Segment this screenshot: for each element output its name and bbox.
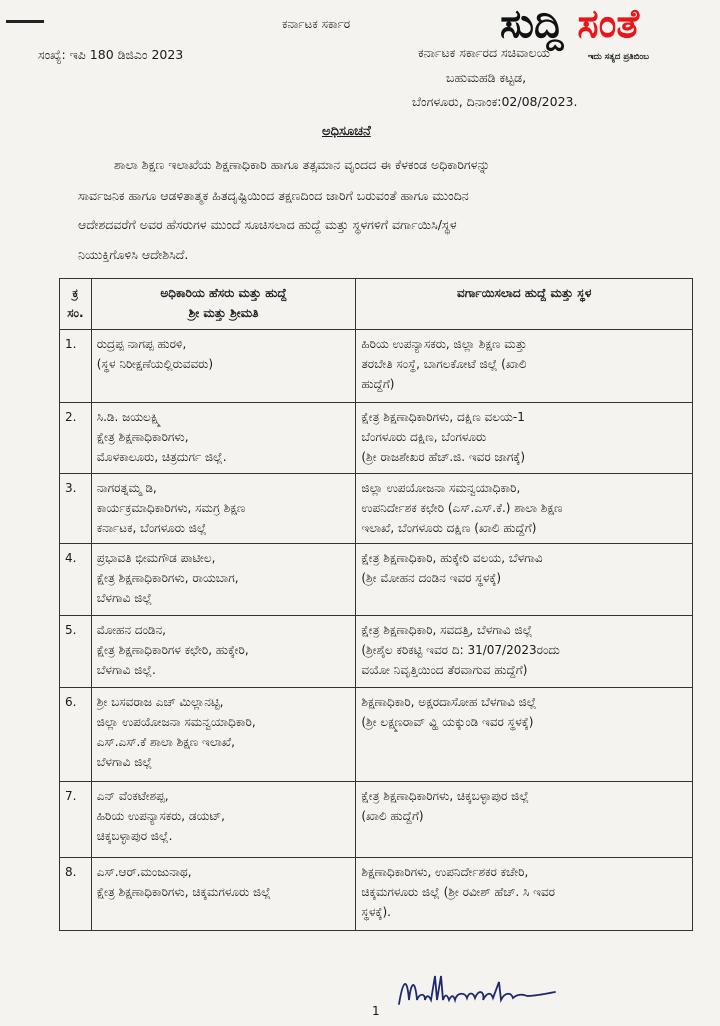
cell-line: ಶಿಕ್ಷಣಾಧಿಕಾರಿ, ಅಕ್ಷರದಾಸೋಹ ಬೆಳಗಾವಿ ಜಿಲ್ಲೆ (361, 695, 537, 709)
cell-line: ಎಸ್.ಎಸ್.ಕೆ ಶಾಲಾ ಶಿಕ್ಷಣ ಇಲಾಖೆ, (96, 735, 235, 749)
transfer-table (59, 278, 693, 931)
officer-cell (91, 330, 356, 403)
table-row (60, 782, 693, 858)
address-line-2: ಬಹುಮಹಡಿ ಕಟ್ಟಡ, (446, 70, 527, 85)
address-date-line: ಬೆಂಗಳೂರು, ದಿನಾಂಕ:02/08/2023. (412, 94, 578, 109)
posting-cell (356, 330, 693, 403)
cell-line: ಕ್ಷೇತ್ರ ಶಿಕ್ಷಣಾಧಿಕಾರಿಗಳು, ರಾಯಬಾಗ, (96, 571, 239, 585)
table-row (60, 858, 693, 931)
news-logo (494, 0, 716, 66)
serial-number-cell: 7. (60, 782, 92, 858)
logo-tagline: ಇದು ಸತ್ಯದ ಪ್ರತಿಬಿಂಬ (588, 52, 649, 62)
table-row (60, 688, 693, 782)
posting-cell (356, 474, 693, 544)
cell-line: ಮೋಹನ ದಂಡಿನ, (96, 623, 166, 637)
address-line-1: ಕರ್ನಾಟಕ ಸರ್ಕಾರದ ಸಚಿವಾಲಯ (418, 45, 550, 60)
officer-cell (91, 616, 356, 688)
logo-part-2: ಸಂತೆ (577, 1, 640, 47)
cell-line: ಕ್ಷೇತ್ರ ಶಿಕ್ಷಣಾಧಿಕಾರಿಗಳು, (96, 430, 189, 444)
cell-line: ಕ್ಷೇತ್ರ ಶಿಕ್ಷಣಾಧಿಕಾರಿ, ಹುಕ್ಕೇರಿ ವಲಯ, ಬೆಳಗಾವಿ (361, 551, 543, 565)
cell-line: ಕ್ಷೇತ್ರ ಶಿಕ್ಷಣಾಧಿಕಾರಿಗಳು, ಚಿಕ್ಕಮಗಳೂರು ಜಿಲ್ಲೆ (96, 885, 271, 899)
cell-line: ಕ್ಷೇತ್ರ ಶಿಕ್ಷಣಾಧಿಕಾರಿಗಳ ಕಛೇರಿ, ಹುಕ್ಕೇರಿ, (96, 643, 249, 657)
logo-part-1: ಸುದ್ದಿ (500, 1, 564, 47)
notification-title: ಅಧಿಸೂಚನೆ (322, 124, 371, 139)
cell-line: ಎಸ್.ಆರ್.ಮಂಜುನಾಥ, (96, 865, 192, 879)
cell-line: ಹುದ್ದೆಗೆ) (361, 377, 395, 391)
table-row (60, 616, 693, 688)
posting-cell (356, 544, 693, 616)
officer-cell (91, 782, 356, 858)
serial-number-cell: 6. (60, 688, 92, 782)
officer-cell (91, 403, 356, 474)
logo-wordmark (500, 0, 639, 50)
cell-line: ಕಾರ್ಯಕ್ರಮಾಧಿಕಾರಿಗಳು, ಸಮಗ್ರ ಶಿಕ್ಷಣ (96, 501, 246, 515)
cell-line: ಮೊಳಕಾಲೂರು, ಚಿತ್ರದುರ್ಗ ಜಿಲ್ಲೆ. (96, 450, 227, 464)
serial-number-cell: 3. (60, 474, 92, 544)
officer-cell (91, 544, 356, 616)
body-line: ಸಾರ್ವಜನಿಕ ಹಾಗೂ ಆಡಳಿತಾತ್ಮಕ ಹಿತದೃಷ್ಟಿಯಿಂದ ತಕ್ಷಣದಿಂದ ಜಾರಿಗೆ ಬರುವಂತೆ ಹಾಗೂ ಮುಂದಿನ (78, 188, 469, 203)
page-number: 1 (372, 1004, 380, 1018)
cell-line: ಬೆಳಗಾವಿ ಜಿಲ್ಲೆ (96, 591, 152, 605)
body-line: ಶಾಲಾ ಶಿಕ್ಷಣ ಇಲಾಖೆಯ ಶಿಕ್ಷಣಾಧಿಕಾರಿ ಹಾಗೂ ತತ್ಸಮಾನ ವೃಂದದ ಈ ಕೆಳಕಂಡ ಅಧಿಕಾರಿಗಳನ್ನು (114, 157, 491, 172)
government-title: ಕರ್ನಾಟಕ ಸರ್ಕಾರ (282, 17, 351, 31)
header-dash (6, 20, 44, 23)
cell-line: ಪ್ರಭಾವತಿ ಭೀಮಗೌಡ ಪಾಟೀಲ, (96, 551, 216, 565)
serial-number-cell: 1. (60, 330, 92, 403)
cell-line: ಚಿಕ್ಕಬಳ್ಳಾಪುರ ಜಿಲ್ಲೆ. (96, 829, 173, 843)
cell-line: (ಶ್ರೀ ಮೋಹನ ದಂಡಿನ ಇವರ ಸ್ಥಳಕ್ಕೆ) (361, 571, 502, 585)
cell-line: ಶ್ರೀ ಬಸವರಾಜ ಎಚ್ ಮಿಲ್ಲಾನಟ್ಟಿ, (96, 695, 224, 709)
cell-line: (ಶ್ರೀ ಲಕ್ಷ್ಮಣರಾವ್ ವ್ಹಿ ಯಕ್ಕುಂಡಿ ಇವರ ಸ್ಥಳಕ್ಕೆ) (361, 715, 534, 729)
cell-line: ಹಿರಿಯ ಉಪನ್ಯಾಸಕರು, ಡಯಟ್, (96, 809, 225, 823)
cell-line: ಬೆಳಗಾವಿ ಜಿಲ್ಲೆ (96, 755, 152, 769)
signature (395, 970, 565, 1012)
officer-cell (91, 474, 356, 544)
officer-cell (91, 858, 356, 931)
cell-line: ಇಲಾಖೆ, ಬೆಂಗಳೂರು ದಕ್ಷಿಣ (ಖಾಲಿ ಹುದ್ದೆಗೆ) (361, 521, 537, 535)
body-line: ನಿಯುಕ್ತಿಗೊಳಿಸಿ ಆದೇಶಿಸಿದೆ. (78, 247, 189, 262)
cell-line: ಉಪನಿರ್ದೇಶಕ ಕಛೇರಿ (ಎಸ್.ಎಸ್.ಕೆ.) ಶಾಲಾ ಶಿಕ್ಷಣ (361, 501, 563, 515)
body-line: ಆದೇಶದವರೆಗೆ ಅವರ ಹೆಸರುಗಳ ಮುಂದೆ ಸೂಚಿಸಲಾದ ಹುದ್ದೆ ಮತ್ತು ಸ್ಥಳಗಳಿಗೆ ವರ್ಗಾಯಿಸಿ/ಸ್ಥಳ (78, 217, 457, 232)
cell-line: ಜಿಲ್ಲಾ ಉಪಯೋಜನಾ ಸಮನ್ವಯಾಧಿಕಾರಿ, (96, 715, 256, 729)
cell-line: (ಶ್ರೀ ರಾಜಶೇಖರ ಹೆಚ್.ಜಿ. ಇವರ ಜಾಗಕ್ಕೆ) (361, 450, 526, 464)
posting-cell (356, 688, 693, 782)
cell-line: ಬೆಳಗಾವಿ ಜಿಲ್ಲೆ. (96, 663, 156, 677)
cell-line: ಕ್ಷೇತ್ರ ಶಿಕ್ಷಣಾಧಿಕಾರಿ, ಸವದತ್ತಿ, ಬೆಳಗಾವಿ ಜಿಲ್ಲೆ (361, 623, 533, 637)
table-row (60, 330, 693, 403)
cell-line: ಜಿಲ್ಲಾ ಉಪಯೋಜನಾ ಸಮನ್ವಯಾಧಿಕಾರಿ, (361, 481, 521, 495)
cell-line: (ಶ್ರೀಶೈಲ ಕರಿಕಟ್ಟಿ ಇವರ ದಿ: 31/07/2023ರಂದು (361, 643, 560, 657)
table-header-row (60, 279, 693, 330)
table-row (60, 474, 693, 544)
cell-line: ಕ್ಷೇತ್ರ ಶಿಕ್ಷಣಾಧಿಕಾರಿಗಳು, ಚಿಕ್ಕಬಳ್ಳಾಪುರ ಜಿಲ್ಲೆ (361, 789, 529, 803)
col-header-officer: ಅಧಿಕಾರಿಯ ಹೆಸರು ಮತ್ತು ಹುದ್ದೆ ಶ್ರೀ ಮತ್ತು ಶ್ರೀಮತಿ (91, 279, 356, 330)
cell-line: ವಯೋ ನಿವೃತ್ತಿಯಿಂದ ತೆರವಾಗುವ ಹುದ್ದೆಗೆ) (361, 663, 528, 677)
posting-cell (356, 403, 693, 474)
cell-line: ಕರ್ನಾಟಕ, ಬೆಂಗಳೂರು ಜಿಲ್ಲೆ (96, 521, 207, 535)
serial-number-cell: 8. (60, 858, 92, 931)
cell-line: ತರಬೇತಿ ಸಂಸ್ಥೆ, ಬಾಗಲಕೋಟೆ ಜಿಲ್ಲೆ (ಖಾಲಿ (361, 357, 527, 371)
cell-line: ಎನ್ ವೆಂಕಟೇಶಪ್ಪ, (96, 789, 169, 803)
cell-line: ಹಿರಿಯ ಉಪನ್ಯಾಸಕರು, ಜಿಲ್ಲಾ ಶಿಕ್ಷಣ ಮತ್ತು (361, 337, 527, 351)
posting-cell (356, 858, 693, 931)
officer-cell (91, 688, 356, 782)
serial-number-cell: 4. (60, 544, 92, 616)
col-header-serial: ಕ್ರ ಸಂ. (60, 279, 92, 330)
serial-number-cell: 5. (60, 616, 92, 688)
cell-line: ಬೆಂಗಳೂರು ದಕ್ಷಿಣ, ಬೆಂಗಳೂರು (361, 430, 487, 444)
cell-line: (ಖಾಲಿ ಹುದ್ದೆಗೆ) (361, 809, 424, 823)
cell-line: ಶಿಕ್ಷಣಾಧಿಕಾರಿಗಳು, ಉಪನಿರ್ದೇಶಕರ ಕಚೇರಿ, (361, 865, 529, 879)
cell-line: ಸ್ಥಳಕ್ಕೆ). (361, 905, 391, 919)
cell-line: ಚಿಕ್ಕಮಗಳೂರು ಜಿಲ್ಲೆ (ಶ್ರೀ ರವೀಶ್ ಹೆಚ್. ಸಿ ಇವರ (361, 885, 556, 899)
cell-line: (ಸ್ಥಳ ನಿರೀಕ್ಷಣೆಯಲ್ಲಿರುವವರು) (96, 357, 214, 371)
table-row (60, 403, 693, 474)
table-row (60, 544, 693, 616)
cell-line: ನಾಗರತ್ನಮ್ಮ ಡಿ, (96, 481, 157, 495)
cell-line: ರುದ್ರಪ್ಪ ನಾಗಪ್ಪ ಹುರಳಿ, (96, 337, 187, 351)
serial-number-cell: 2. (60, 403, 92, 474)
cell-line: ಕ್ಷೇತ್ರ ಶಿಕ್ಷಣಾಧಿಕಾರಿಗಳು, ದಕ್ಷಿಣ ವಲಯ-1 (361, 410, 525, 424)
posting-cell (356, 616, 693, 688)
reference-number: ಸಂಖ್ಯೆ: ಇಪಿ 180 ಡಿಜಿಎಂ 2023 (38, 47, 184, 62)
posting-cell (356, 782, 693, 858)
col-header-posting: ವರ್ಗಾಯಿಸಲಾದ ಹುದ್ದೆ ಮತ್ತು ಸ್ಥಳ (356, 279, 693, 330)
cell-line: ಸಿ.ಡಿ. ಜಯಲಕ್ಷ್ಮಿ (96, 410, 161, 424)
